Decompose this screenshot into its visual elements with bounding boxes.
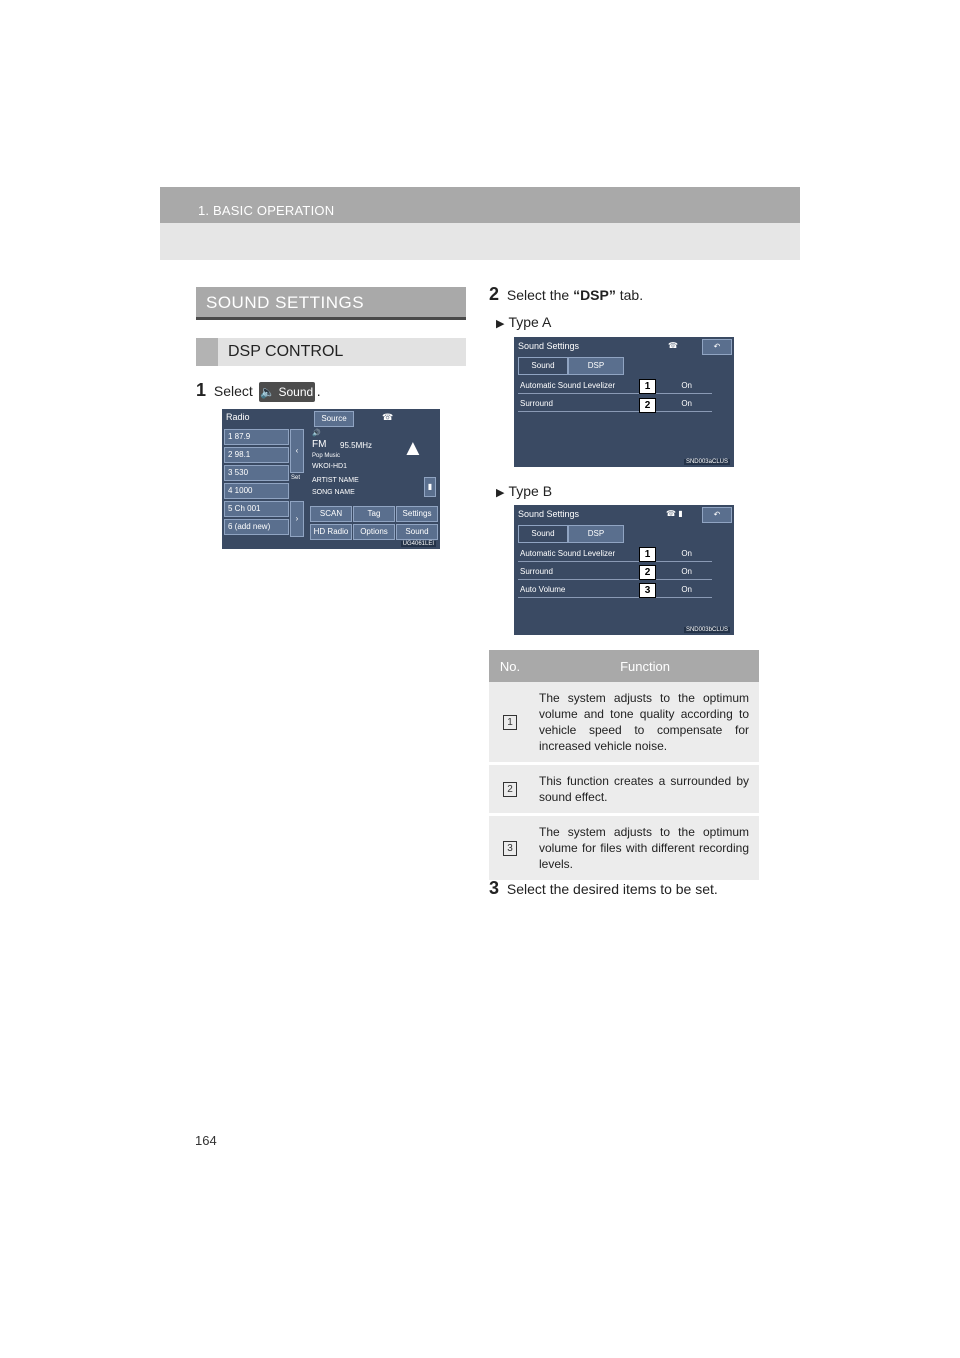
preset-5[interactable]: 5 Ch 001 (224, 501, 289, 517)
next-arrow-icon[interactable]: › (290, 501, 304, 537)
type-a-row-2-label: Surround (520, 399, 553, 408)
step-2-text: Select the (506, 287, 570, 303)
hd-radio-button[interactable]: HD Radio (310, 524, 352, 540)
band-label: FM (312, 439, 327, 450)
genre-label: Pop Music (312, 453, 341, 459)
sound-button-inline-label: Sound (278, 385, 314, 400)
step-2 (489, 284, 643, 305)
type-a-tab-dsp[interactable]: DSP (568, 357, 624, 375)
type-b-row-1-value: On (681, 549, 692, 558)
radio-screen (222, 409, 440, 549)
sub-title-marker (196, 338, 218, 366)
step-1 (196, 380, 321, 402)
preset-6[interactable]: 6 (add new) (224, 519, 289, 535)
type-a-back-icon[interactable]: ↶ (702, 339, 732, 355)
station-label: WKOI-HD1 (312, 463, 347, 470)
sub-title (196, 338, 466, 366)
type-a-tab-sound[interactable]: Sound (518, 357, 568, 375)
table-row-1-desc: The system adjusts to the optimum volume and tone quality according to vehicle speed to compensate for increased vehicle noise. (531, 682, 759, 764)
settings-status-icon: ☎ (382, 412, 394, 422)
type-b-row-1-label: Automatic Sound Levelizer (520, 549, 616, 558)
type-a-text: Type A (508, 314, 552, 330)
step-1-text: Select (213, 383, 253, 399)
type-b-callout-3: 3 (639, 583, 656, 598)
section-title (196, 287, 466, 320)
section-title-text: SOUND SETTINGS (206, 293, 365, 312)
type-a-callout-1: 1 (639, 379, 656, 394)
function-table (489, 650, 759, 883)
type-b-status-icon: ☎ ▮ (666, 509, 683, 518)
preset-4[interactable]: 4 1000 (224, 483, 289, 499)
type-a-row-2-value: On (681, 399, 692, 408)
type-b-tab-dsp[interactable]: DSP (568, 525, 624, 543)
frequency-label: 95.5MHz (340, 441, 373, 450)
preset-3[interactable]: 3 530 (224, 465, 289, 481)
table-row-2-number: 2 (503, 782, 517, 797)
table-row-2-desc: This function creates a surrounded by sound effect. (531, 764, 759, 815)
step-1-period: . (316, 383, 321, 399)
type-a-row-1-value: On (681, 381, 692, 390)
type-b-image-code: SND003bCLUS (685, 627, 728, 633)
type-a-screen-title: Sound Settings (518, 341, 580, 351)
type-b-row-3[interactable] (518, 583, 712, 598)
type-a-row-1[interactable] (518, 379, 712, 394)
tag-button[interactable]: Tag (353, 506, 395, 522)
prev-arrow-icon[interactable]: ‹ (290, 429, 304, 473)
type-b-row-2-label: Surround (520, 567, 553, 576)
scroll-handle-icon[interactable]: ▮ (424, 477, 436, 497)
type-b-row-1[interactable] (518, 547, 712, 562)
step-3 (489, 878, 718, 899)
table-row-3-number: 3 (503, 841, 517, 856)
header-subband (160, 223, 800, 260)
type-b-screen (514, 505, 734, 635)
type-b-tab-sound[interactable]: Sound (518, 525, 568, 543)
type-a-row-2[interactable] (518, 397, 712, 412)
step-2-text-after: tab. (619, 287, 644, 303)
step-2-number: 2 (489, 284, 500, 304)
preset-2[interactable]: 2 98.1 (224, 447, 289, 463)
settings-button[interactable]: Settings (396, 506, 438, 522)
type-b-callout-2: 2 (639, 565, 656, 580)
radio-title: Radio (226, 412, 250, 422)
section-header: 1. BASIC OPERATION (198, 203, 335, 218)
artist-label: ARTIST NAME (312, 477, 359, 484)
table-row (489, 764, 759, 815)
type-b-row-3-label: Auto Volume (520, 585, 566, 594)
type-a-screen (514, 337, 734, 467)
type-b-screen-title: Sound Settings (518, 509, 580, 519)
table-row-1-number: 1 (503, 715, 517, 730)
song-label: SONG NAME (312, 489, 355, 496)
table-row (489, 682, 759, 764)
type-b-text: Type B (508, 483, 553, 499)
type-b-row-3-value: On (681, 585, 692, 594)
table-cell-no (489, 682, 531, 764)
type-a-label (496, 314, 551, 330)
step-2-bold: “DSP” (573, 287, 616, 303)
sound-button-inline: 🔈 Sound (259, 382, 315, 402)
type-a-status-icon: ☎ (668, 341, 678, 350)
table-cell-no (489, 815, 531, 882)
table-row (489, 815, 759, 882)
type-b-label (496, 483, 552, 499)
type-b-callout-1: 1 (639, 547, 656, 562)
table-cell-no (489, 764, 531, 815)
type-b-back-icon[interactable]: ↶ (702, 507, 732, 523)
sub-title-text: DSP CONTROL (228, 343, 344, 360)
radio-image-code: UG4061LEI (402, 541, 434, 547)
speaker-icon: 🔊 (312, 430, 321, 437)
preset-1[interactable]: 1 87.9 (224, 429, 289, 445)
source-button[interactable]: Source (314, 411, 354, 427)
type-b-arrow-icon: ▶ (496, 487, 505, 499)
type-b-row-2[interactable] (518, 565, 712, 580)
table-header-no: No. (489, 650, 531, 682)
page-number: 164 (195, 1133, 217, 1148)
hd-tower-icon: ▲ (402, 435, 424, 460)
scan-button[interactable]: SCAN (310, 506, 352, 522)
options-button[interactable]: Options (353, 524, 395, 540)
type-b-row-2-value: On (681, 567, 692, 576)
sound-button[interactable]: Sound (396, 524, 438, 540)
type-a-callout-2: 2 (639, 398, 656, 413)
set-label: Set (291, 475, 301, 481)
table-header-function: Function (531, 650, 759, 682)
step-3-number: 3 (489, 878, 500, 898)
table-row-3-desc: The system adjusts to the optimum volume for files with different recording levels. (531, 815, 759, 882)
step-3-text: Select the desired items to be set. (506, 881, 718, 897)
step-1-number: 1 (196, 380, 207, 400)
type-a-image-code: SND003aCLUS (685, 459, 728, 465)
type-a-row-1-label: Automatic Sound Levelizer (520, 381, 616, 390)
type-a-arrow-icon: ▶ (496, 318, 505, 330)
